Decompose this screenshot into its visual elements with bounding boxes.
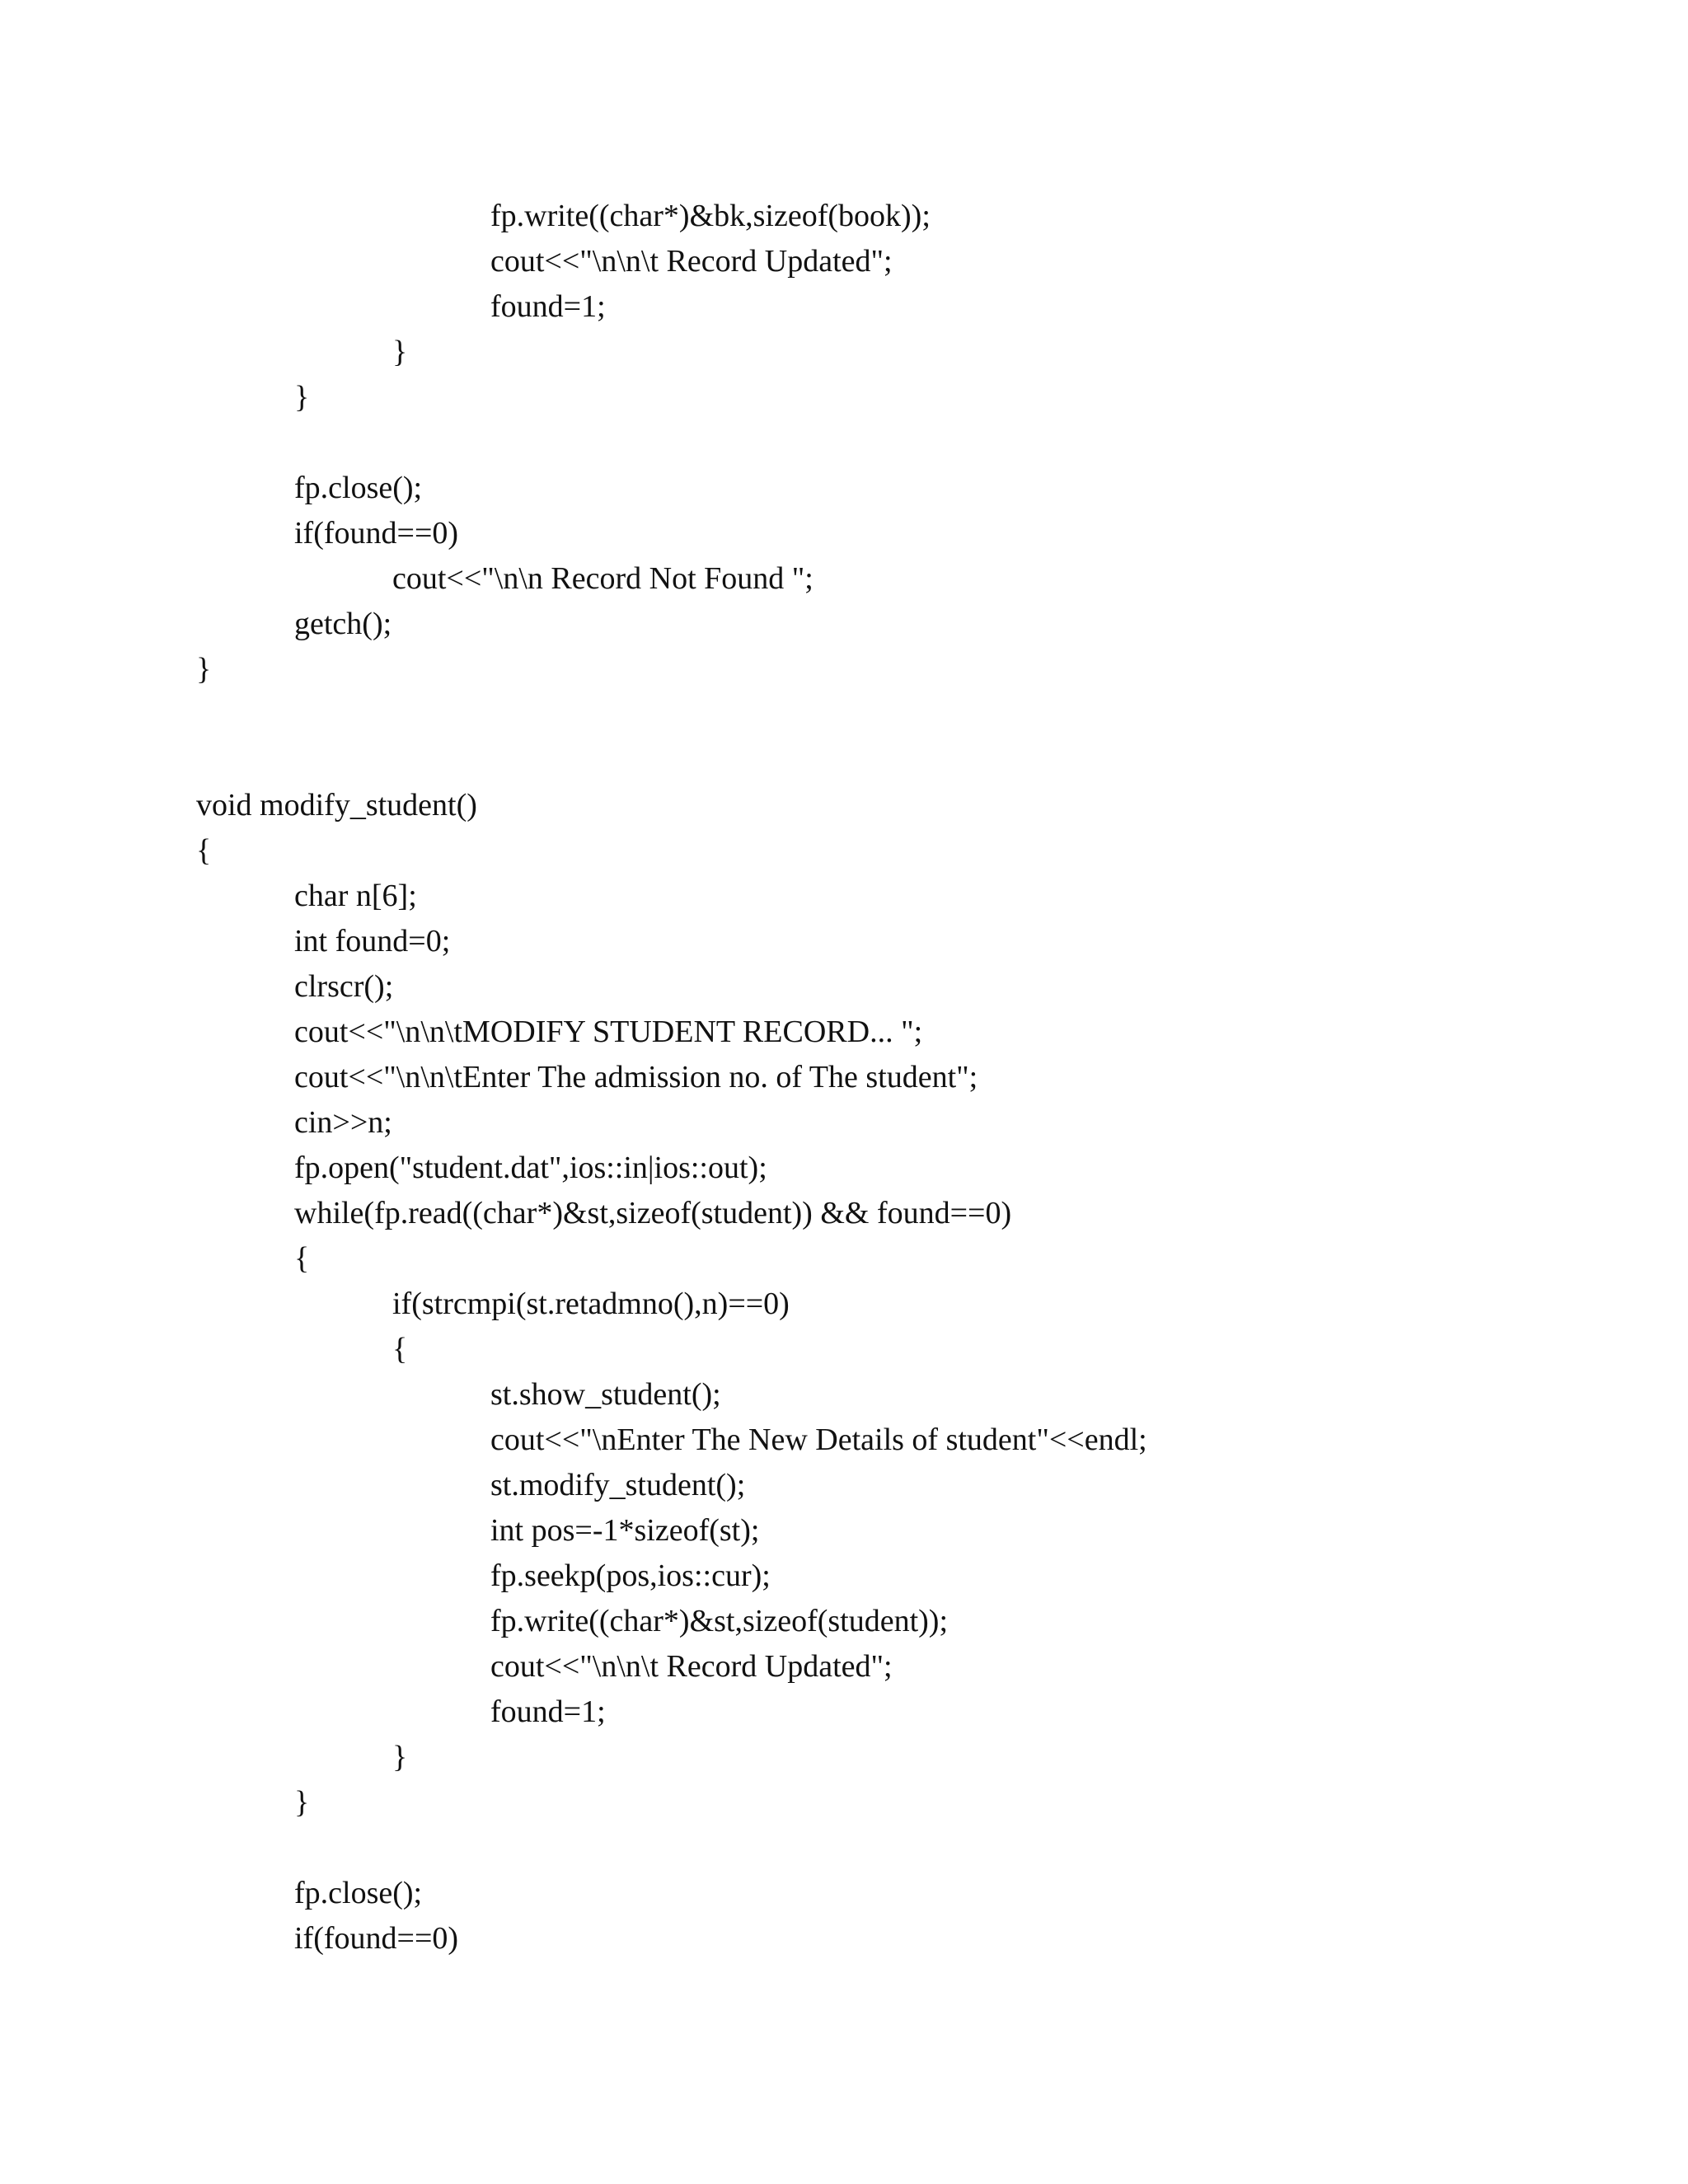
opening-brace: { [392, 1332, 408, 1366]
code-line: char n[6]; [294, 879, 417, 913]
code-line: fp.seekp(pos,ios::cur); [490, 1558, 771, 1593]
code-line: while(fp.read((char*)&st,sizeof(student)) && found==0) [294, 1196, 1012, 1230]
code-line: fp.write((char*)&bk,sizeof(book)); [490, 199, 931, 233]
code-line: cout<<"\n\n Record Not Found "; [392, 561, 814, 596]
code-line: st.show_student(); [490, 1377, 721, 1412]
closing-brace: } [392, 1740, 408, 1774]
code-line: cout<<"\n\n\t Record Updated"; [490, 244, 893, 279]
code-line: st.modify_student(); [490, 1468, 746, 1502]
code-line: cin>>n; [294, 1105, 392, 1140]
code-line: if(strcmpi(st.retadmno(),n)==0) [392, 1286, 790, 1321]
closing-brace: } [196, 652, 212, 687]
opening-brace: { [294, 1241, 310, 1276]
code-line: int pos=-1*sizeof(st); [490, 1513, 760, 1548]
code-line: if(found==0) [294, 1921, 459, 1956]
function-signature: void modify_student() [196, 788, 477, 823]
code-line: cout<<"\nEnter The New Details of student"<<endl; [490, 1422, 1147, 1457]
code-line: fp.open("student.dat",ios::in|ios::out); [294, 1151, 767, 1185]
code-line: int found=0; [294, 924, 451, 958]
opening-brace: { [196, 833, 212, 868]
closing-brace: } [392, 335, 408, 369]
code-line: clrscr(); [294, 969, 394, 1004]
code-line: cout<<"\n\n\tEnter The admission no. of The student"; [294, 1060, 978, 1094]
code-line: cout<<"\n\n\t Record Updated"; [490, 1649, 893, 1684]
code-line: if(found==0) [294, 516, 459, 551]
code-line: found=1; [490, 1694, 606, 1729]
code-line: fp.close(); [294, 471, 423, 505]
code-line: fp.write((char*)&st,sizeof(student)); [490, 1604, 949, 1638]
closing-brace: } [294, 1785, 310, 1820]
code-line: getch(); [294, 607, 392, 641]
code-line: fp.close(); [294, 1876, 423, 1910]
closing-brace: } [294, 380, 310, 415]
code-line: found=1; [490, 289, 606, 324]
code-line: cout<<"\n\n\tMODIFY STUDENT RECORD... "; [294, 1015, 923, 1049]
